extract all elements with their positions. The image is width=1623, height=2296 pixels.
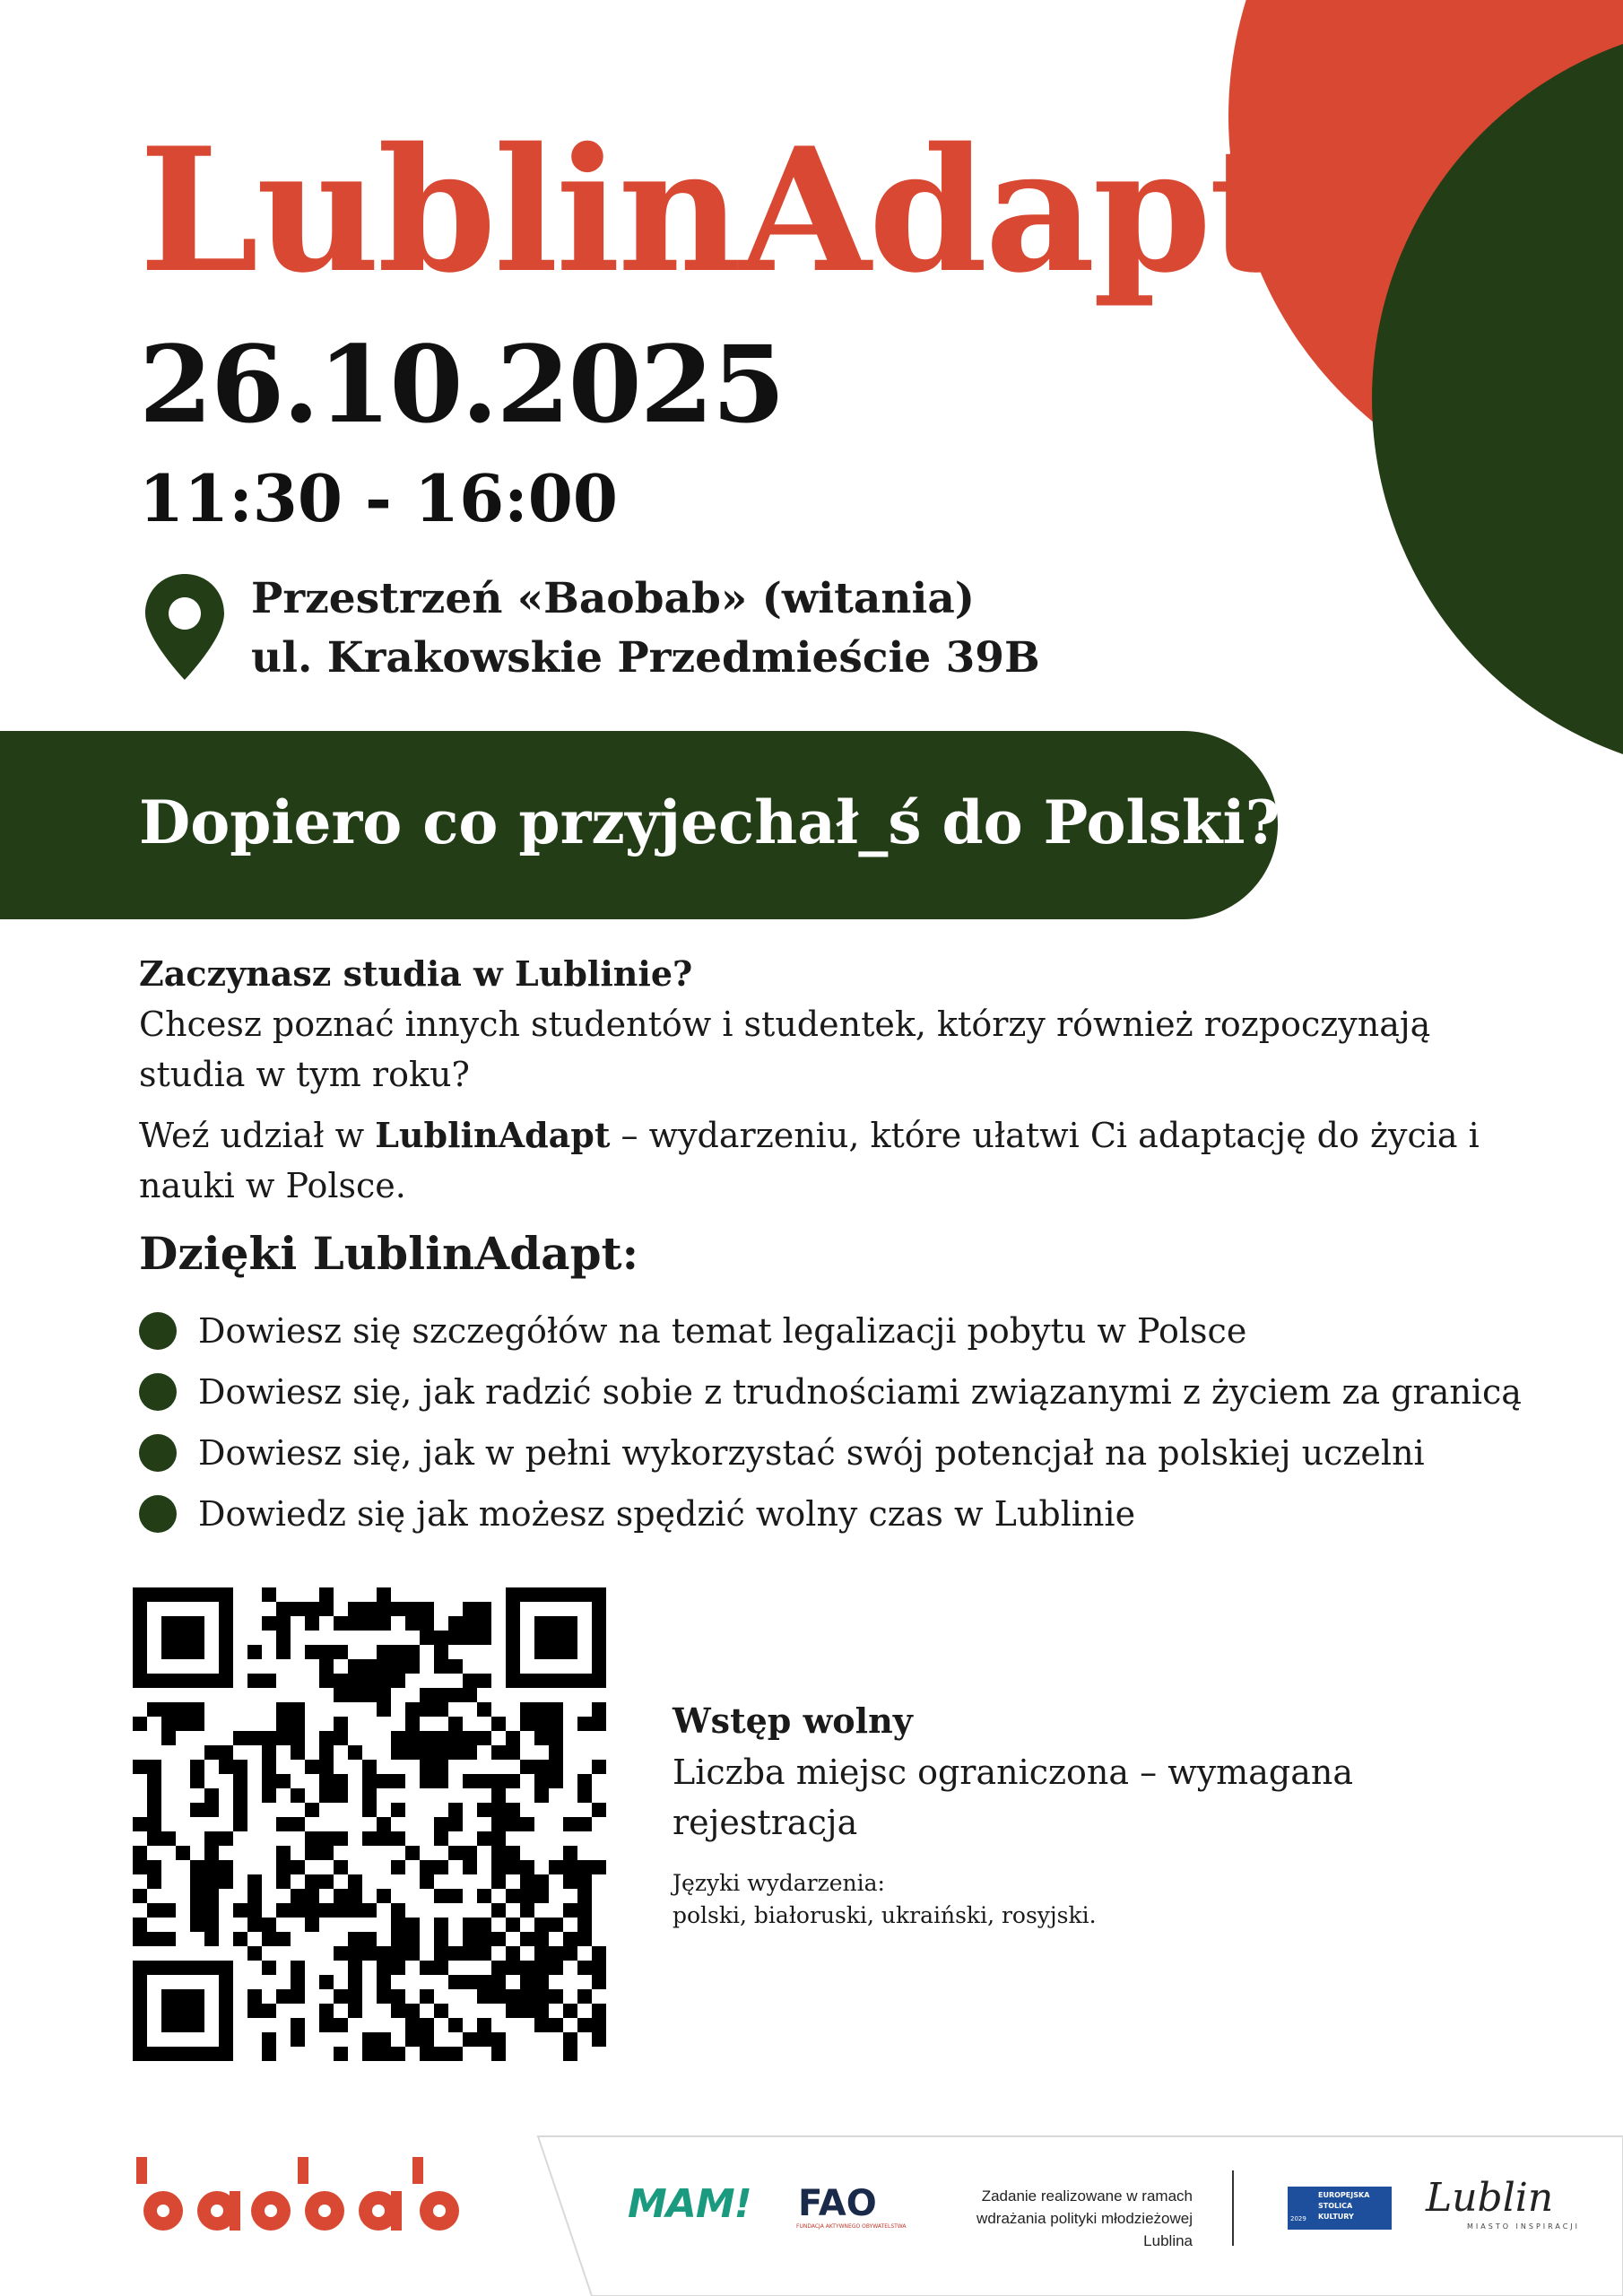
- list-item-text: Dowiesz się, jak radzić sobie z trudnościami związanymi z życiem za granicą: [198, 1372, 1522, 1412]
- intro-p2-end: – wydarzeniu, które ułatwi Ci adaptację do życia i nauki w Polsce.: [139, 1116, 1480, 1205]
- intro-p2-start: Weź udział w: [139, 1116, 376, 1155]
- svg-text:FAO: FAO: [798, 2183, 877, 2222]
- list-item: [139, 1422, 1522, 1483]
- list-item: [139, 1483, 1522, 1544]
- mam-logo: MAM!: [628, 2181, 751, 2227]
- event-time: 11:30 - 16:00: [139, 460, 618, 536]
- headline-question: Dopiero co przyjechał_ś do Polski?: [139, 787, 1280, 857]
- bullet-dot-icon: [139, 1373, 177, 1411]
- list-item-text: Dowiesz się szczegółów na temat legalizacji pobytu w Polsce: [198, 1311, 1247, 1351]
- benefits-title: Dzięki LublinAdapt:: [139, 1227, 639, 1280]
- task-statement: Zadanie realizowane w ramach wdrażania polityki młodzieżowej Lublina: [976, 2187, 1193, 2249]
- list-item-text: Dowiedz się jak możesz spędzić wolny czas w Lublinie: [198, 1494, 1136, 1534]
- list-item: [139, 1361, 1522, 1422]
- location-pin-icon: [142, 570, 228, 683]
- event-date: 26.10.2025: [139, 322, 784, 447]
- fao-logo: [796, 2181, 890, 2222]
- bullet-dot-icon: [139, 1312, 177, 1350]
- location-venue: Przestrzeń «Baobab» (witania): [251, 574, 976, 623]
- esk-line-3: KULTURY: [1318, 2213, 1354, 2221]
- event-title: LublinAdapt: [139, 110, 1286, 310]
- list-item: [139, 1300, 1522, 1361]
- lublin-tagline: MIASTO INSPIRACJI: [1467, 2222, 1581, 2231]
- list-item-text: Dowiesz się, jak w pełni wykorzystać swój potencjał na polskiej uczelni: [198, 1433, 1425, 1473]
- intro-paragraph-2: [139, 1110, 1502, 1211]
- languages-label: Języki wydarzenia:: [673, 1870, 885, 1896]
- baobab-logo: [136, 2157, 459, 2232]
- intro-paragraph-1: Chcesz poznać innych studentów i studentek, którzy również rozpoczynają studia w tym roku?: [139, 1004, 1431, 1094]
- intro-p2-brand: LublinAdapt: [375, 1115, 611, 1155]
- intro-text: [139, 949, 1502, 1211]
- location-address: ul. Krakowskie Przedmieście 39B: [251, 633, 1040, 683]
- esk-line-1: EUROPEJSKA: [1318, 2191, 1370, 2199]
- entry-text: Liczba miejsc ograniczona – wymagana rejestracja: [673, 1752, 1353, 1842]
- footer-divider: [1232, 2170, 1234, 2246]
- entry-title: Wstęp wolny: [673, 1700, 913, 1741]
- qr-code[interactable]: [133, 1587, 606, 2061]
- esk-line-2: STOLICA: [1318, 2202, 1353, 2210]
- languages-list: polski, białoruski, ukraiński, rosyjski.: [673, 1902, 1097, 1928]
- bullet-dot-icon: [139, 1495, 177, 1533]
- bullet-dot-icon: [139, 1434, 177, 1472]
- lublin-logo: Lublin: [1426, 2175, 1554, 2221]
- fao-subtitle: FUNDACJA AKTYWNEGO OBYWATELSTWA: [796, 2223, 907, 2230]
- intro-question: Zaczynasz studia w Lublinie?: [139, 953, 693, 994]
- esk-year: 2029: [1290, 2215, 1306, 2222]
- esk-logo-text: [1318, 2190, 1369, 2222]
- benefits-list: [139, 1300, 1522, 1544]
